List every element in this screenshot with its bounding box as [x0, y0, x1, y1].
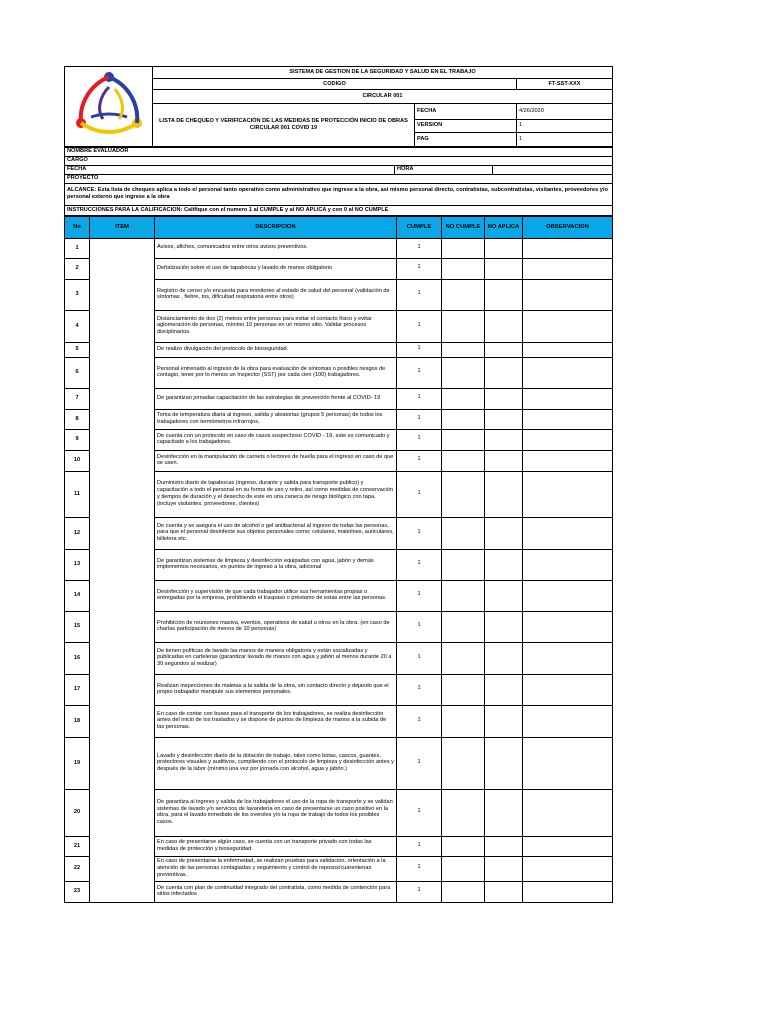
no-cumple-cell[interactable]	[442, 471, 485, 517]
fecha-info-label: FECHA	[65, 165, 395, 174]
no-aplica-cell[interactable]	[485, 388, 523, 409]
row-number: 13	[65, 549, 90, 580]
version-label: VERSION	[415, 119, 517, 132]
row-number: 18	[65, 705, 90, 737]
row-description: De cuenta con plan de continuidad integrado del contratista, como medida de contención para sitios infectados	[155, 881, 397, 902]
row-description: En caso de contar con buses para el transporte de los trabajadores, se realiza desinfección antes del inicio de los traslados y se dispone de puntos de limpieza de manos a la subida de las personas.	[155, 705, 397, 737]
observacion-cell[interactable]	[523, 737, 613, 789]
cumple-value[interactable]: 1	[397, 856, 442, 881]
observacion-cell[interactable]	[523, 789, 613, 836]
pag-value: 1	[517, 132, 613, 146]
company-logo	[65, 67, 153, 147]
cumple-value[interactable]: 1	[397, 342, 442, 357]
no-cumple-cell[interactable]	[442, 611, 485, 642]
row-description: Duministro diario de tapabocas (ingreso, durante y salida para transporte publico) y capacitación a todo el personal en su forma de uso y retiro, así como medidas de conservación y tiempos de duración y el desecho de este en una caneca de riesgo biológico con tapa. (incluye visitantes, proveedores, clientes)	[155, 471, 397, 517]
codigo-label: CODIGO	[153, 79, 517, 90]
row-description: Toma de temperatura diaria al ingreso, salida y aleatorias (grupos 5 personas) de todos los trabajadores con termómetros infrarrojos.	[155, 409, 397, 429]
no-cumple-cell[interactable]	[442, 517, 485, 549]
cumple-value[interactable]: 1	[397, 310, 442, 342]
row-number: 19	[65, 737, 90, 789]
observacion-cell[interactable]	[523, 342, 613, 357]
observacion-cell[interactable]	[523, 409, 613, 429]
row-number: 5	[65, 342, 90, 357]
no-aplica-cell[interactable]	[485, 836, 523, 856]
row-number: 21	[65, 836, 90, 856]
observacion-cell[interactable]	[523, 611, 613, 642]
row-description: De garantizan jornadas capacitación de las estrategias de prevención frente al COVID- 19	[155, 388, 397, 409]
row-number: 14	[65, 580, 90, 611]
header-table	[64, 66, 613, 147]
row-description: Deñalización sobre el uso de tapabocas y lavado de manos obligatorio	[155, 258, 397, 279]
alcance-text: ALCANCE: Esta lista de chequeo aplica a todo el personal tanto operativo como administrativo que ingrese a la obra, asi mismo personal directo, contratistas, subcontratistas, visitantes, proveedores y/o personal externo que ingrese a la obra	[65, 183, 613, 205]
no-cumple-cell[interactable]	[442, 549, 485, 580]
row-description: En caso de presentarse la enfermedad, se realizan pruebas para validación, orientación a la atención de las personas contagiadas y seguimiento y control de reposos/cuarentenas preventivas.	[155, 856, 397, 881]
cumple-value[interactable]: 1	[397, 471, 442, 517]
cumple-value[interactable]: 1	[397, 450, 442, 471]
no-cumple-cell[interactable]	[442, 789, 485, 836]
no-cumple-cell[interactable]	[442, 279, 485, 310]
col-item: ITEM	[90, 216, 155, 238]
no-cumple-cell[interactable]	[442, 429, 485, 450]
row-number: 20	[65, 789, 90, 836]
no-cumple-cell[interactable]	[442, 388, 485, 409]
logo-icon	[69, 67, 149, 143]
item-cell	[90, 238, 155, 902]
row-number: 16	[65, 642, 90, 674]
hora-value[interactable]	[493, 165, 613, 174]
row-description: Distanciamiento de dos (2) metros entre personas para evitar el contacto físico y evitar aglomeración de personas, mínimo 10 personas en un mismo sitio. Validar procesos disciplinarios.	[155, 310, 397, 342]
instrucciones-text: INSTRUCCIONES PARA LA CALIFICACION: Califique con el numero 1 al CUMPLE y al NO APLICA y con 0 al NO CUMPLE	[65, 205, 613, 215]
observacion-cell[interactable]	[523, 388, 613, 409]
row-number: 11	[65, 471, 90, 517]
no-aplica-cell[interactable]	[485, 674, 523, 705]
cumple-value[interactable]: 1	[397, 611, 442, 642]
no-aplica-cell[interactable]	[485, 450, 523, 471]
no-aplica-cell[interactable]	[485, 642, 523, 674]
no-cumple-cell[interactable]	[442, 836, 485, 856]
fecha-value: 4/26/2020	[517, 104, 613, 120]
cumple-value[interactable]: 1	[397, 238, 442, 258]
checklist-table	[64, 216, 613, 903]
row-description: Desinfección en la manipulación de carnets o lectores de huella para el ingreso en caso de que se usen.	[155, 450, 397, 471]
col-cumple: CUMPLE	[397, 216, 442, 238]
no-cumple-cell[interactable]	[442, 258, 485, 279]
no-aplica-cell[interactable]	[485, 238, 523, 258]
cumple-value[interactable]: 1	[397, 357, 442, 388]
row-number: 1	[65, 238, 90, 258]
evaluador-label: NOMBRE EVALUADOR	[65, 147, 613, 156]
row-description: De garantiza al ingreso y salida de los trabajadores el uso de la ropa de transporte y se validan sistemas de lavado y/o servicios de lavandería en caso de presentarse un caso positivo en la obra, para el lavado inmediato de los overoles y/o la ropa de trabajo de todos los posibles casos.	[155, 789, 397, 836]
observacion-cell[interactable]	[523, 471, 613, 517]
col-descripcion: DESCRIPCION	[155, 216, 397, 238]
no-aplica-cell[interactable]	[485, 789, 523, 836]
no-aplica-cell[interactable]	[485, 705, 523, 737]
col-no-aplica: NO APLICA	[485, 216, 523, 238]
no-cumple-cell[interactable]	[442, 642, 485, 674]
no-cumple-cell[interactable]	[442, 705, 485, 737]
observacion-cell[interactable]	[523, 517, 613, 549]
cumple-value[interactable]: 1	[397, 881, 442, 902]
no-aplica-cell[interactable]	[485, 357, 523, 388]
no-aplica-cell[interactable]	[485, 471, 523, 517]
col-no-cumple: NO CUMPLE	[442, 216, 485, 238]
observacion-cell[interactable]	[523, 450, 613, 471]
observacion-cell[interactable]	[523, 310, 613, 342]
no-aplica-cell[interactable]	[485, 429, 523, 450]
row-number: 7	[65, 388, 90, 409]
main-title-line1: LISTA DE CHEQUEO Y VERIFICACIÓN DE LAS MEDIDAS DE PROTECCIÓN INICIO DE OBRAS	[159, 118, 408, 125]
no-aplica-cell[interactable]	[485, 856, 523, 881]
no-cumple-cell[interactable]	[442, 450, 485, 471]
hora-label: HORA	[395, 165, 493, 174]
observacion-cell[interactable]	[523, 429, 613, 450]
cumple-value[interactable]: 1	[397, 642, 442, 674]
no-cumple-cell[interactable]	[442, 737, 485, 789]
row-description: Avisos, afiches, comunicados entre otros avisos preventivos.	[155, 238, 397, 258]
observacion-cell[interactable]	[523, 642, 613, 674]
cumple-value[interactable]: 1	[397, 517, 442, 549]
codigo-value: FT-SST-XXX	[517, 79, 613, 90]
row-description: De garantizan sistemas de limpieza y desinfección equipadas con agua, jabón y demás implementos necesarios, en puntos de ingreso a la obra, adicional	[155, 549, 397, 580]
cumple-value[interactable]: 1	[397, 705, 442, 737]
row-number: 15	[65, 611, 90, 642]
row-description: De cuenta y se asegura el uso de alcohol o gel antibacterial al ingreso de todas las personas, para que el personal desinfecte sus objetos personales como; celulares, maletines, auriculares, billetera etc.	[155, 517, 397, 549]
cumple-value[interactable]: 1	[397, 409, 442, 429]
table-row	[65, 238, 613, 258]
checklist-sheet	[64, 66, 612, 903]
observacion-cell[interactable]	[523, 357, 613, 388]
version-value: 1	[517, 119, 613, 132]
row-description: De cuenta con un protocolo en caso de casos sospechoso COVID - 19, este es comunicado y capacitado a los trabajadores.	[155, 429, 397, 450]
row-number: 22	[65, 856, 90, 881]
no-cumple-cell[interactable]	[442, 674, 485, 705]
row-description: Lavado y desinfección diario de la dotación de trabajo, tales como botas, cascos, guantes, protectores visuales y auditivos, cumpliendo con el protocolo de limpieza y desinfección antes y después de la labor (mínimo una vez por jornada con alcohol, agua y jabón.)	[155, 737, 397, 789]
row-description: Prohibición de reuniones masiva, eventos, operativos de salud u otros en la obra. (en caso de charlas participación de menos de 10 personas)	[155, 611, 397, 642]
cumple-value[interactable]: 1	[397, 674, 442, 705]
row-number: 17	[65, 674, 90, 705]
observacion-cell[interactable]	[523, 258, 613, 279]
row-description: De realizo divulgación del protocolo de bioseguridad.	[155, 342, 397, 357]
no-aplica-cell[interactable]	[485, 279, 523, 310]
row-description: Registro de censo y/o encuesta para monitoreo al estado de salud del personal (validación de síntomas , fiebre, tos, dificultad respiratoria entre otros)	[155, 279, 397, 310]
row-description: Realizan inspecciones de maletas a la salida de la obra, sin contacto directo y dejando que el propio trabajador manipule sus elementos personales.	[155, 674, 397, 705]
system-title: SISTEMA DE GESTION DE LA SEGURIDAD Y SALUD EN EL TRABAJO	[153, 67, 613, 79]
cumple-value[interactable]: 1	[397, 279, 442, 310]
pag-label: PAG	[415, 132, 517, 146]
row-number: 9	[65, 429, 90, 450]
row-number: 6	[65, 357, 90, 388]
row-number: 2	[65, 258, 90, 279]
col-no: No	[65, 216, 90, 238]
row-number: 3	[65, 279, 90, 310]
proyecto-label: PROYECTO	[65, 174, 613, 183]
no-aplica-cell[interactable]	[485, 611, 523, 642]
no-aplica-cell[interactable]	[485, 409, 523, 429]
cumple-value[interactable]: 1	[397, 388, 442, 409]
observacion-cell[interactable]	[523, 881, 613, 902]
observacion-cell[interactable]	[523, 549, 613, 580]
info-table	[64, 147, 613, 216]
no-aplica-cell[interactable]	[485, 310, 523, 342]
row-description: En caso de presentarse algún caso, se cuenta con un transporte privado con todas las medidas de protección y bioseguridad	[155, 836, 397, 856]
row-description: Desinfección y supervisión de que cada trabajador utilice sus herramientas propias o entregadas por la empresa, prohibiendo el traspaso o préstamo de estas entre las personas.	[155, 580, 397, 611]
cumple-value[interactable]: 1	[397, 836, 442, 856]
observacion-cell[interactable]	[523, 580, 613, 611]
checklist-rows	[65, 238, 613, 902]
cumple-value[interactable]: 1	[397, 549, 442, 580]
no-cumple-cell[interactable]	[442, 881, 485, 902]
no-cumple-cell[interactable]	[442, 409, 485, 429]
no-cumple-cell[interactable]	[442, 310, 485, 342]
observacion-cell[interactable]	[523, 238, 613, 258]
no-cumple-cell[interactable]	[442, 357, 485, 388]
observacion-cell[interactable]	[523, 279, 613, 310]
main-title	[153, 104, 415, 147]
cumple-value[interactable]: 1	[397, 789, 442, 836]
no-aplica-cell[interactable]	[485, 342, 523, 357]
no-aplica-cell[interactable]	[485, 580, 523, 611]
cumple-value[interactable]: 1	[397, 429, 442, 450]
cumple-value[interactable]: 1	[397, 258, 442, 279]
no-aplica-cell[interactable]	[485, 881, 523, 902]
main-title-line2: CIRCULAR 001 COVID 19	[249, 124, 318, 131]
observacion-cell[interactable]	[523, 836, 613, 856]
cargo-label: CARGO	[65, 156, 613, 165]
no-aplica-cell[interactable]	[485, 517, 523, 549]
row-description: De tienen políticas de lavado las manos de manera obligatoria y están socializadas y publicadas en carteleras (garantizar lavado de manos con agua y jabón al menos durante 20 a 30 segundos al realizar)	[155, 642, 397, 674]
no-cumple-cell[interactable]	[442, 238, 485, 258]
no-cumple-cell[interactable]	[442, 856, 485, 881]
row-description: Personal entrenado al ingreso de la obra para evaluación de síntomas o posibles riesgos de contagio, tener por lo menos un Inspector (SST) por cada cien (100) trabajadores.	[155, 357, 397, 388]
observacion-cell[interactable]	[523, 856, 613, 881]
cumple-value[interactable]: 1	[397, 580, 442, 611]
observacion-cell[interactable]	[523, 705, 613, 737]
col-observacion: OBSERVACION	[523, 216, 613, 238]
no-cumple-cell[interactable]	[442, 580, 485, 611]
no-aplica-cell[interactable]	[485, 737, 523, 789]
fecha-label: FECHA	[415, 104, 517, 120]
observacion-cell[interactable]	[523, 674, 613, 705]
row-number: 10	[65, 450, 90, 471]
no-aplica-cell[interactable]	[485, 258, 523, 279]
no-aplica-cell[interactable]	[485, 549, 523, 580]
circular-label: CIRCULAR 001	[153, 90, 613, 104]
row-number: 12	[65, 517, 90, 549]
row-number: 23	[65, 881, 90, 902]
row-number: 4	[65, 310, 90, 342]
cumple-value[interactable]: 1	[397, 737, 442, 789]
no-cumple-cell[interactable]	[442, 342, 485, 357]
row-number: 8	[65, 409, 90, 429]
